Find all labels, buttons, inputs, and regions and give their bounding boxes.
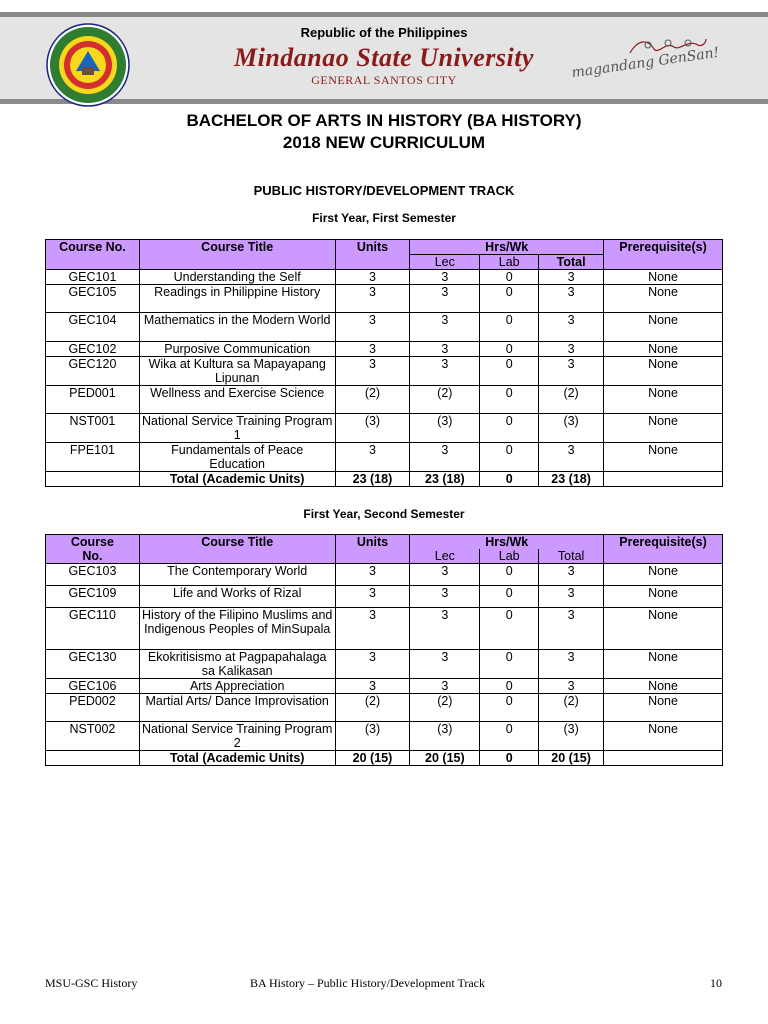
col-course-title: Course Title [139, 535, 335, 564]
cell-no: NST002 [46, 722, 140, 751]
cell-no: PED002 [46, 694, 140, 722]
cell-total: 3 [539, 270, 604, 285]
cell-total: 3 [539, 285, 604, 313]
cell-total: 3 [539, 313, 604, 342]
cell-lec: 3 [410, 564, 480, 586]
cell-lec: (3) [410, 414, 480, 443]
cell-lec: 3 [410, 285, 480, 313]
cell-units: 3 [335, 270, 410, 285]
cell-lab: 0 [480, 679, 539, 694]
cell-no: GEC102 [46, 342, 140, 357]
cell-units: (3) [335, 414, 410, 443]
sem1-heading: First Year, First Semester [312, 211, 456, 225]
total-cell [46, 751, 140, 766]
total-cell: 23 (18) [410, 472, 480, 487]
cell-lec: 3 [410, 586, 480, 608]
cell-no: GEC106 [46, 679, 140, 694]
cell-title: National Service Training Program 2 [139, 722, 335, 751]
cell-no: GEC130 [46, 650, 140, 679]
cell-lab: 0 [480, 443, 539, 472]
cell-pre: None [604, 285, 723, 313]
col-course-no: Course No. [46, 240, 140, 270]
table-row [46, 608, 723, 650]
cell-lec: 3 [410, 443, 480, 472]
cell-units: 3 [335, 285, 410, 313]
cell-units: 3 [335, 679, 410, 694]
cell-units: 3 [335, 608, 410, 650]
cell-pre: None [604, 608, 723, 650]
table-row [46, 386, 723, 414]
cell-lab: 0 [480, 414, 539, 443]
cell-title: Life and Works of Rizal [139, 586, 335, 608]
col-hrs: Hrs/Wk [410, 535, 604, 550]
cell-units: (2) [335, 386, 410, 414]
total-cell: 20 (15) [335, 751, 410, 766]
cell-title: Understanding the Self [139, 270, 335, 285]
cell-title: Fundamentals of Peace Education [139, 443, 335, 472]
cell-no: GEC120 [46, 357, 140, 386]
cell-units: (3) [335, 722, 410, 751]
cell-lec: (2) [410, 386, 480, 414]
col-total: Total [539, 255, 604, 270]
col-total: Total [539, 549, 604, 564]
table-row [46, 313, 723, 342]
cell-total: 3 [539, 650, 604, 679]
cell-lab: 0 [480, 694, 539, 722]
col-course-title: Course Title [139, 240, 335, 270]
cell-pre: None [604, 586, 723, 608]
cell-title: Wellness and Exercise Science [139, 386, 335, 414]
total-label: Total (Academic Units) [139, 472, 335, 487]
cell-title: Arts Appreciation [139, 679, 335, 694]
cell-title: Wika at Kultura sa Mapayapang Lipunan [139, 357, 335, 386]
cell-no: GEC103 [46, 564, 140, 586]
table-row [46, 564, 723, 586]
cell-pre: None [604, 443, 723, 472]
table-row [46, 414, 723, 443]
col-units: Units [335, 535, 410, 564]
cell-pre: None [604, 313, 723, 342]
col-prereq: Prerequisite(s) [604, 535, 723, 564]
cell-lec: 3 [410, 270, 480, 285]
cell-lec: 3 [410, 357, 480, 386]
cell-total: (2) [539, 694, 604, 722]
cell-units: 3 [335, 650, 410, 679]
col-lec: Lec [410, 255, 480, 270]
total-cell [604, 751, 723, 766]
cell-lab: 0 [480, 270, 539, 285]
cell-pre: None [604, 694, 723, 722]
cell-pre: None [604, 650, 723, 679]
curriculum-title: 2018 NEW CURRICULUM [282, 133, 486, 152]
cell-lec: 3 [410, 342, 480, 357]
total-cell [604, 472, 723, 487]
cell-units: 3 [335, 357, 410, 386]
cell-lab: 0 [480, 564, 539, 586]
cell-no: GEC104 [46, 313, 140, 342]
sem2-heading: First Year, Second Semester [303, 507, 465, 521]
cell-units: 3 [335, 586, 410, 608]
total-cell: 20 (15) [539, 751, 604, 766]
campus-name: GENERAL SANTOS CITY [311, 73, 457, 87]
cell-pre: None [604, 722, 723, 751]
footer-page-number: 10 [710, 976, 722, 990]
table-row [46, 443, 723, 472]
cell-lec: 3 [410, 313, 480, 342]
table-row [46, 285, 723, 313]
total-cell: 0 [480, 472, 539, 487]
total-cell: 0 [480, 751, 539, 766]
total-label: Total (Academic Units) [139, 751, 335, 766]
cell-pre: None [604, 342, 723, 357]
cell-units: 3 [335, 342, 410, 357]
cell-no: GEC101 [46, 270, 140, 285]
total-cell: 23 (18) [335, 472, 410, 487]
cell-total: 3 [539, 608, 604, 650]
cell-total: 3 [539, 342, 604, 357]
letterhead [0, 12, 768, 104]
cell-units: 3 [335, 313, 410, 342]
cell-total: (3) [539, 414, 604, 443]
cell-total: 3 [539, 443, 604, 472]
cell-total: 3 [539, 586, 604, 608]
cell-lec: 3 [410, 679, 480, 694]
cell-no: PED001 [46, 386, 140, 414]
cell-no: GEC109 [46, 586, 140, 608]
cell-lec: 3 [410, 608, 480, 650]
cell-pre: None [604, 386, 723, 414]
table-row [46, 722, 723, 751]
cell-lab: 0 [480, 386, 539, 414]
cell-title: History of the Filipino Muslims and Indigenous Peoples of MinSupala [139, 608, 335, 650]
col-hrs: Hrs/Wk [410, 240, 604, 255]
cell-lab: 0 [480, 342, 539, 357]
cell-lec: (3) [410, 722, 480, 751]
cell-pre: None [604, 414, 723, 443]
cell-pre: None [604, 564, 723, 586]
program-title: BACHELOR OF ARTS IN HISTORY (BA HISTORY) [186, 111, 582, 130]
col-prereq: Prerequisite(s) [604, 240, 723, 270]
cell-total: 3 [539, 679, 604, 694]
cell-title: Mathematics in the Modern World [139, 313, 335, 342]
republic-label: Republic of the Philippines [300, 25, 468, 40]
cell-pre: None [604, 357, 723, 386]
cell-units: 3 [335, 443, 410, 472]
cell-title: Readings in Philippine History [139, 285, 335, 313]
table-row [46, 679, 723, 694]
track-title: PUBLIC HISTORY/DEVELOPMENT TRACK [253, 183, 515, 198]
col-lec: Lec [410, 549, 480, 564]
cell-title: Purposive Communication [139, 342, 335, 357]
sem1-table [45, 239, 723, 487]
cell-lab: 0 [480, 650, 539, 679]
sem2-table [45, 534, 723, 766]
cell-no: FPE101 [46, 443, 140, 472]
cell-pre: None [604, 270, 723, 285]
totals-row [46, 751, 723, 766]
tagline: magandang GenSan! [570, 44, 721, 82]
total-cell [46, 472, 140, 487]
cell-lab: 0 [480, 722, 539, 751]
cell-total: 3 [539, 357, 604, 386]
cell-lec: (2) [410, 694, 480, 722]
cell-pre: None [604, 679, 723, 694]
col-units: Units [335, 240, 410, 270]
table-row [46, 357, 723, 386]
footer-left: MSU-GSC History [45, 976, 138, 990]
table-row [46, 342, 723, 357]
cell-no: GEC110 [46, 608, 140, 650]
table-row [46, 270, 723, 285]
cell-no: GEC105 [46, 285, 140, 313]
cell-title: The Contemporary World [139, 564, 335, 586]
col-lab: Lab [480, 549, 539, 564]
cell-lab: 0 [480, 313, 539, 342]
col-lab: Lab [480, 255, 539, 270]
totals-row [46, 472, 723, 487]
table-row [46, 694, 723, 722]
col-course-no: Course No. [46, 535, 140, 564]
cell-units: 3 [335, 564, 410, 586]
cell-total: (3) [539, 722, 604, 751]
cell-total: 3 [539, 564, 604, 586]
university-name: Mindanao State University [234, 43, 534, 72]
cell-title: Ekokritisismo at Pagpapahalaga sa Kalikasan [139, 650, 335, 679]
cell-lab: 0 [480, 608, 539, 650]
cell-lab: 0 [480, 357, 539, 386]
table-row [46, 586, 723, 608]
cell-title: National Service Training Program 1 [139, 414, 335, 443]
total-cell: 23 (18) [539, 472, 604, 487]
cell-title: Martial Arts/ Dance Improvisation [139, 694, 335, 722]
cell-total: (2) [539, 386, 604, 414]
total-cell: 20 (15) [410, 751, 480, 766]
cell-no: NST001 [46, 414, 140, 443]
cell-lab: 0 [480, 586, 539, 608]
cell-units: (2) [335, 694, 410, 722]
cell-lec: 3 [410, 650, 480, 679]
table-row [46, 650, 723, 679]
footer-center: BA History – Public History/Development Track [250, 976, 485, 990]
cell-lab: 0 [480, 285, 539, 313]
